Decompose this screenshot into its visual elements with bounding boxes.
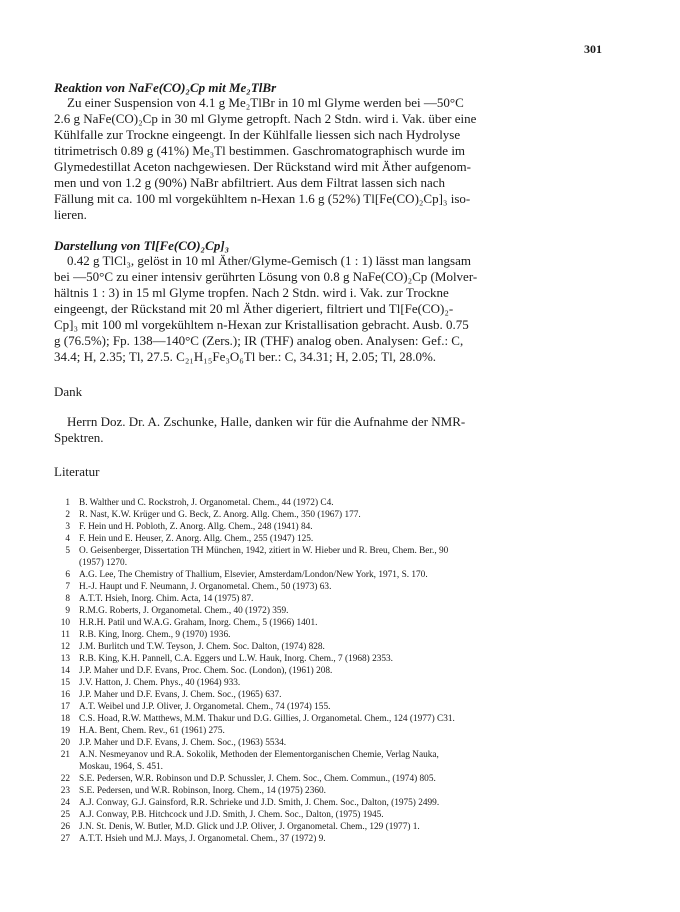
- reference-list: [54, 497, 614, 845]
- reference-text: [79, 821, 614, 833]
- reference-line: A.J. Conway, G.J. Gainsford, R.R. Schrieke und J.D. Smith, J. Chem. Soc., Dalton, (1975) 2499.: [79, 798, 440, 808]
- reference-number: 18: [60, 714, 70, 724]
- reference-number: 10: [60, 618, 70, 628]
- reference-line: J.V. Hatton, J. Chem. Phys., 40 (1964) 933.: [79, 678, 241, 688]
- reference-line: R.B. King, Inorg. Chem., 9 (1970) 1936.: [79, 630, 231, 640]
- reference-line: R.B. King, K.H. Pannell, C.A. Eggers und L.W. Hauk, Inorg. Chem., 7 (1968) 2353.: [79, 654, 394, 664]
- reference-item: [54, 509, 614, 521]
- reference-text: [79, 773, 614, 785]
- reference-number: 12: [60, 642, 70, 652]
- reference-line: S.E. Pedersen, W.R. Robinson und D.P. Schussler, J. Chem. Soc., Chem. Commun., (1974) 805.: [79, 774, 436, 784]
- reference-line: (1957) 1270.: [79, 558, 128, 568]
- reference-number: 19: [60, 726, 70, 736]
- reference-line: Moskau, 1964, S. 451.: [79, 762, 163, 772]
- text-line: Zu einer Suspension von 4.1 g Me₂TlBr in 10 ml Glyme werden bei —50°C: [54, 95, 464, 110]
- reference-number: 3: [65, 522, 70, 532]
- reference-line: A.T. Weibel und J.P. Oliver, J. Organometal. Chem., 74 (1974) 155.: [79, 702, 331, 712]
- reference-line: S.E. Pedersen, und W.R. Robinson, Inorg. Chem., 14 (1975) 2360.: [79, 786, 326, 796]
- reference-number: 14: [60, 666, 70, 676]
- reference-line: C.S. Hoad, R.W. Matthews, M.M. Thakur und D.G. Gillies, J. Organometal. Chem., 124 (1977) C31.: [79, 714, 455, 724]
- reference-number: 25: [60, 810, 70, 820]
- section-body-reaktion: [54, 95, 610, 223]
- reference-text: [79, 665, 614, 677]
- reference-text: [79, 833, 614, 845]
- text-line: g (76.5%); Fp. 138—140°C (Zers.); IR (THF) analog oben. Analysen: Gef.: C,: [54, 333, 464, 348]
- text-line: eingeengt, der Rückstand mit 20 ml Äther digeriert, filtriert und Tl[Fe(CO)₂-: [54, 301, 454, 316]
- reference-item: [54, 809, 614, 821]
- reference-item: [54, 629, 614, 641]
- reference-text: [79, 497, 614, 509]
- reference-line: J.P. Maher und D.F. Evans, Proc. Chem. Soc. (London), (1961) 208.: [79, 666, 333, 676]
- reference-line: J.P. Maher und D.F. Evans, J. Chem. Soc., (1963) 5534.: [79, 738, 287, 748]
- reference-number: 23: [60, 786, 70, 796]
- reference-number: 16: [60, 690, 70, 700]
- reference-number: 4: [65, 534, 70, 544]
- text-line: 2.6 g NaFe(CO)₂Cp in 30 ml Glyme getropft. Nach 2 Stdn. wird i. Vak. über eine: [54, 111, 477, 126]
- reference-line: F. Hein und E. Heuser, Z. Anorg. Allg. Chem., 255 (1947) 125.: [79, 534, 314, 544]
- reference-text: [79, 713, 614, 725]
- reference-item: [54, 833, 614, 845]
- text-line: Kühlfalle zur Trockne eingeengt. In der Kühlfalle liessen sich nach Hydrolyse: [54, 127, 461, 142]
- reference-item: [54, 701, 614, 713]
- reference-text: [79, 581, 614, 593]
- text-line: Herrn Doz. Dr. A. Zschunke, Halle, danken wir für die Aufnahme der NMR-: [54, 414, 466, 429]
- reference-number: 7: [65, 582, 70, 592]
- reference-item: [54, 665, 614, 677]
- reference-item: [54, 641, 614, 653]
- reference-line: J.N. St. Denis, W. Butler, M.D. Glick und J.P. Oliver, J. Organometal. Chem., 129 (1977) 1.: [79, 822, 420, 832]
- reference-item: [54, 605, 614, 617]
- reference-text: [79, 545, 614, 569]
- reference-text: [79, 797, 614, 809]
- section-heading-literatur: Literatur: [54, 464, 100, 479]
- reference-item: [54, 545, 614, 569]
- reference-line: H.-J. Haupt und F. Neumann, J. Organometal. Chem., 50 (1973) 63.: [79, 582, 332, 592]
- reference-item: [54, 797, 614, 809]
- reference-line: A.T.T. Hsieh, Inorg. Chim. Acta, 14 (1975) 87.: [79, 594, 254, 604]
- reference-text: [79, 653, 614, 665]
- reference-line: R. Nast, K.W. Krüger und G. Beck, Z. Anorg. Allg. Chem., 350 (1967) 177.: [79, 510, 361, 520]
- reference-item: [54, 737, 614, 749]
- reference-text: [79, 701, 614, 713]
- reference-text: [79, 785, 614, 797]
- reference-item: [54, 569, 614, 581]
- reference-text: [79, 593, 614, 605]
- text-line: titrimetrisch 0.89 g (41%) Me₃Tl bestimmen. Gaschromatographisch wurde im: [54, 143, 466, 158]
- reference-item: [54, 677, 614, 689]
- reference-item: [54, 821, 614, 833]
- reference-text: [79, 677, 614, 689]
- reference-line: B. Walther und C. Rockstroh, J. Organometal. Chem., 44 (1972) C4.: [79, 498, 334, 508]
- reference-text: [79, 725, 614, 737]
- reference-number: 20: [60, 738, 70, 748]
- reference-text: [79, 689, 614, 701]
- text-line: hältnis 1 : 3) in 15 ml Glyme tropfen. Nach 2 Stdn. wird i. Vak. zur Trockne: [54, 285, 449, 300]
- reference-line: A.J. Conway, P.B. Hitchcock und J.D. Smith, J. Chem. Soc., Dalton, (1975) 1945.: [79, 810, 384, 820]
- reference-number: 24: [60, 798, 70, 808]
- text-line: bei —50°C zu einer intensiv gerührten Lösung von 0.8 g NaFe(CO)₂Cp (Molver-: [54, 269, 478, 284]
- reference-text: [79, 533, 614, 545]
- page-number: 301: [584, 42, 602, 56]
- reference-item: [54, 593, 614, 605]
- reference-item: [54, 581, 614, 593]
- reference-line: H.A. Bent, Chem. Rev., 61 (1961) 275.: [79, 726, 225, 736]
- section-body-dank: [54, 414, 610, 446]
- reference-line: A.G. Lee, The Chemistry of Thallium, Elsevier, Amsterdam/London/New York, 1971, S. 170.: [79, 570, 428, 580]
- reference-number: 2: [65, 510, 70, 520]
- reference-number: 13: [60, 654, 70, 664]
- reference-number: 6: [65, 570, 70, 580]
- text-line: men und von 1.2 g (90%) NaBr abfiltriert. Aus dem Filtrat lassen sich nach: [54, 175, 446, 190]
- reference-number: 9: [65, 606, 70, 616]
- reference-number: 22: [60, 774, 70, 784]
- section-heading-dank: Dank: [54, 384, 83, 399]
- text-line: Fällung mit ca. 100 ml vorgekühltem n-Hexan 1.6 g (52%) Tl[Fe(CO)₂Cp]₃ iso-: [54, 191, 471, 206]
- text-line: Glymedestillat Aceton nachgewiesen. Der Rückstand wird mit Äther aufgenom-: [54, 159, 471, 174]
- reference-number: 17: [60, 702, 70, 712]
- reference-number: 5: [65, 546, 70, 556]
- reference-item: [54, 785, 614, 797]
- reference-line: J.M. Burlitch und T.W. Teyson, J. Chem. Soc. Dalton, (1974) 828.: [79, 642, 325, 652]
- reference-line: J.P. Maher und D.F. Evans, J. Chem. Soc., (1965) 637.: [79, 690, 282, 700]
- reference-item: [54, 497, 614, 509]
- reference-line: F. Hein und H. Pobloth, Z. Anorg. Allg. Chem., 248 (1941) 84.: [79, 522, 313, 532]
- reference-number: 1: [65, 498, 70, 508]
- reference-line: H.R.H. Patil und W.A.G. Graham, Inorg. Chem., 5 (1966) 1401.: [79, 618, 318, 628]
- reference-text: [79, 629, 614, 641]
- reference-line: O. Geisenberger, Dissertation TH München, 1942, zitiert in W. Hieber und R. Breu, Chem. Ber., 90: [79, 546, 449, 556]
- reference-item: [54, 533, 614, 545]
- section-body-darstellung: [54, 253, 610, 365]
- reference-text: [79, 737, 614, 749]
- text-line: Cp]₃ mit 100 ml vorgekühltem n-Hexan zur Kristallisation gebracht. Ausb. 0.75: [54, 317, 469, 332]
- reference-text: [79, 605, 614, 617]
- reference-number: 21: [60, 750, 70, 760]
- reference-number: 8: [65, 594, 70, 604]
- section-heading-reaktion: Reaktion von NaFe(CO)₂Cp mit Me₂TlBr: [54, 80, 277, 95]
- reference-text: [79, 617, 614, 629]
- reference-number: 27: [60, 834, 70, 844]
- reference-line: R.M.G. Roberts, J. Organometal. Chem., 40 (1972) 359.: [79, 606, 289, 616]
- text-line: Spektren.: [54, 430, 104, 445]
- reference-line: A.N. Nesmeyanov und R.A. Sokolik, Methoden der Elementorganischen Chemie, Verlag Nauka,: [79, 750, 439, 760]
- text-line: lieren.: [54, 207, 87, 222]
- reference-text: [79, 509, 614, 521]
- reference-line: A.T.T. Hsieh und M.J. Mays, J. Organometal. Chem., 37 (1972) 9.: [79, 834, 326, 844]
- reference-item: [54, 653, 614, 665]
- reference-number: 11: [61, 630, 70, 640]
- reference-text: [79, 521, 614, 533]
- reference-item: [54, 749, 614, 773]
- section-heading-darstellung: Darstellung von Tl[Fe(CO)₂Cp]₃: [54, 238, 230, 253]
- reference-item: [54, 773, 614, 785]
- reference-item: [54, 689, 614, 701]
- reference-text: [79, 749, 614, 773]
- reference-text: [79, 809, 614, 821]
- reference-item: [54, 617, 614, 629]
- reference-number: 15: [60, 678, 70, 688]
- text-line: 0.42 g TlCl₃, gelöst in 10 ml Äther/Glyme-Gemisch (1 : 1) lässt man langsam: [54, 253, 471, 268]
- reference-item: [54, 713, 614, 725]
- reference-item: [54, 725, 614, 737]
- text-line: 34.4; H, 2.35; Tl, 27.5. C₂₁H₁₅Fe₃O₆Tl ber.: C, 34.31; H, 2.05; Tl, 28.0%.: [54, 349, 437, 364]
- reference-item: [54, 521, 614, 533]
- reference-text: [79, 569, 614, 581]
- reference-text: [79, 641, 614, 653]
- reference-number: 26: [60, 822, 70, 832]
